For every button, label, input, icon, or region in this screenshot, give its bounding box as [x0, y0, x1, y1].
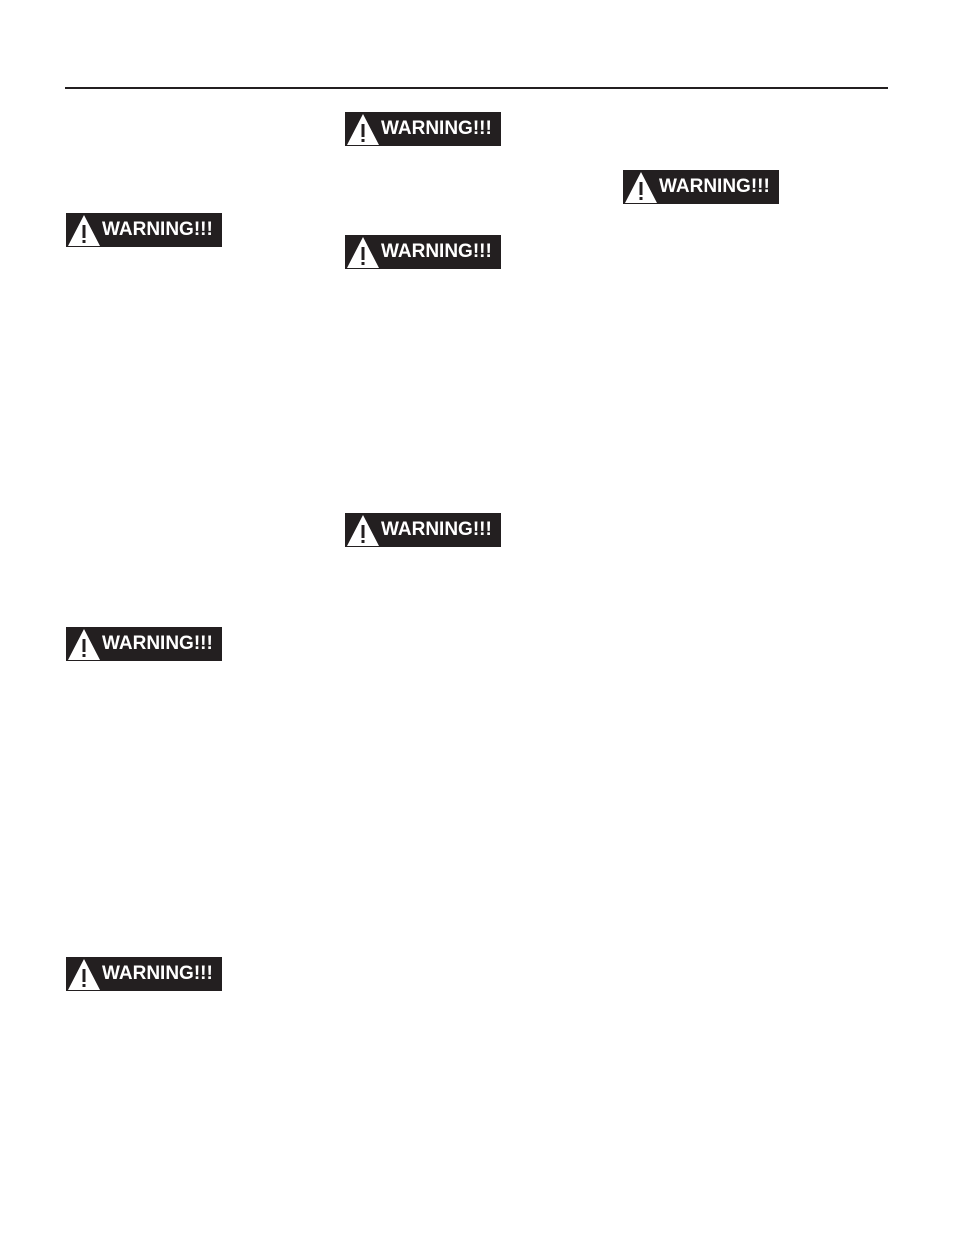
warning-label: WARNING!!! — [659, 176, 770, 197]
warning-triangle-icon — [346, 236, 380, 269]
warning-triangle-icon — [67, 628, 101, 661]
warning-label: WARNING!!! — [102, 633, 213, 654]
warning-banner — [66, 957, 222, 991]
warning-label: WARNING!!! — [102, 219, 213, 240]
warning-banner — [66, 627, 222, 661]
warning-label: WARNING!!! — [381, 241, 492, 262]
warning-label: WARNING!!! — [381, 519, 492, 540]
header-rule — [65, 87, 888, 89]
warning-banner — [345, 112, 501, 146]
warning-banner — [345, 513, 501, 547]
warning-label: WARNING!!! — [102, 963, 213, 984]
warning-triangle-icon — [346, 514, 380, 547]
warning-triangle-icon — [67, 214, 101, 247]
warning-label: WARNING!!! — [381, 118, 492, 139]
warning-banner — [66, 213, 222, 247]
warning-triangle-icon — [67, 958, 101, 991]
warning-banner — [623, 170, 779, 204]
warning-banner — [345, 235, 501, 269]
warning-triangle-icon — [346, 113, 380, 146]
warning-triangle-icon — [624, 171, 658, 204]
